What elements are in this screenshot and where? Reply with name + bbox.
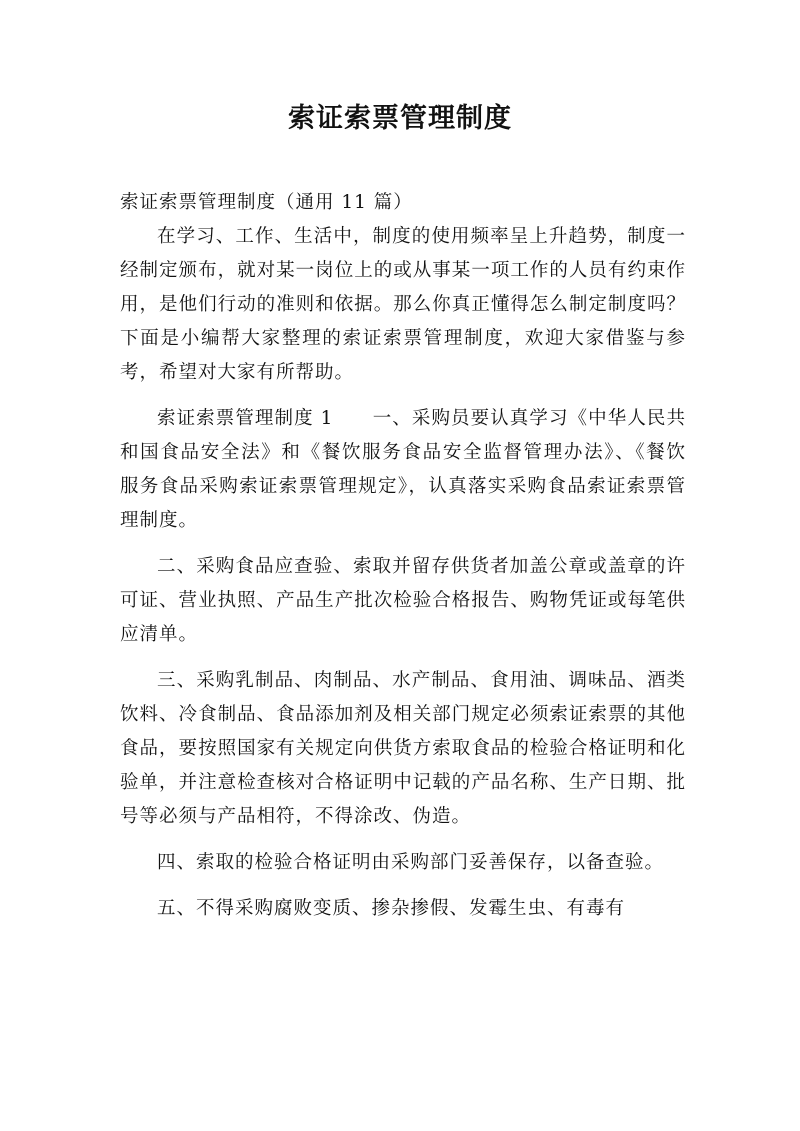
document-subtitle: 索证索票管理制度（通用 11 篇）	[120, 192, 413, 213]
article-paragraph-2: 二、采购食品应查验、索取并留存供货者加盖公章或盖章的许可证、营业执照、产品生产批次检验合格报告、购物凭证或每笔供应清单。	[120, 556, 686, 645]
article-paragraph-3: 三、采购乳制品、肉制品、水产制品、食用油、调味品、酒类饮料、冷食制品、食品添加剂及相关部门规定必须索证索票的其他食品，要按照国家有关规定向供货方索取食品的检验合格证明和化验单，并注意检查核对合格证明中记载的产品名称、生产日期、批号等必须与产品相符，不得涂改、伪造。	[120, 670, 686, 827]
document-body	[120, 186, 686, 938]
article-paragraph-1: 索证索票管理制度 1 一、采购员要认真学习《中华人民共和国食品安全法》和《餐饮服务食品安全监督管理办法》、《餐饮服务食品采购索证索票管理规定》，认真落实采购食品索证索票管理制度。	[120, 408, 686, 531]
article-paragraph-4: 四、索取的检验合格证明由采购部门妥善保存，以备查验。	[157, 852, 665, 873]
document-title: 索证索票管理制度	[288, 103, 512, 134]
intro-paragraph: 在学习、工作、生活中，制度的使用频率呈上升趋势，制度一经制定颁布，就对某一岗位上的或从事某一项工作的人员有约束作用，是他们行动的准则和依据。那么你真正懂得怎么制定制度吗？下面是小编帮大家整理的索证索票管理制度，欢迎大家借鉴与参考，希望对大家有所帮助。	[120, 226, 686, 383]
article-paragraph-5: 五、不得采购腐败变质、掺杂掺假、发霉生虫、有毒有	[157, 898, 626, 919]
